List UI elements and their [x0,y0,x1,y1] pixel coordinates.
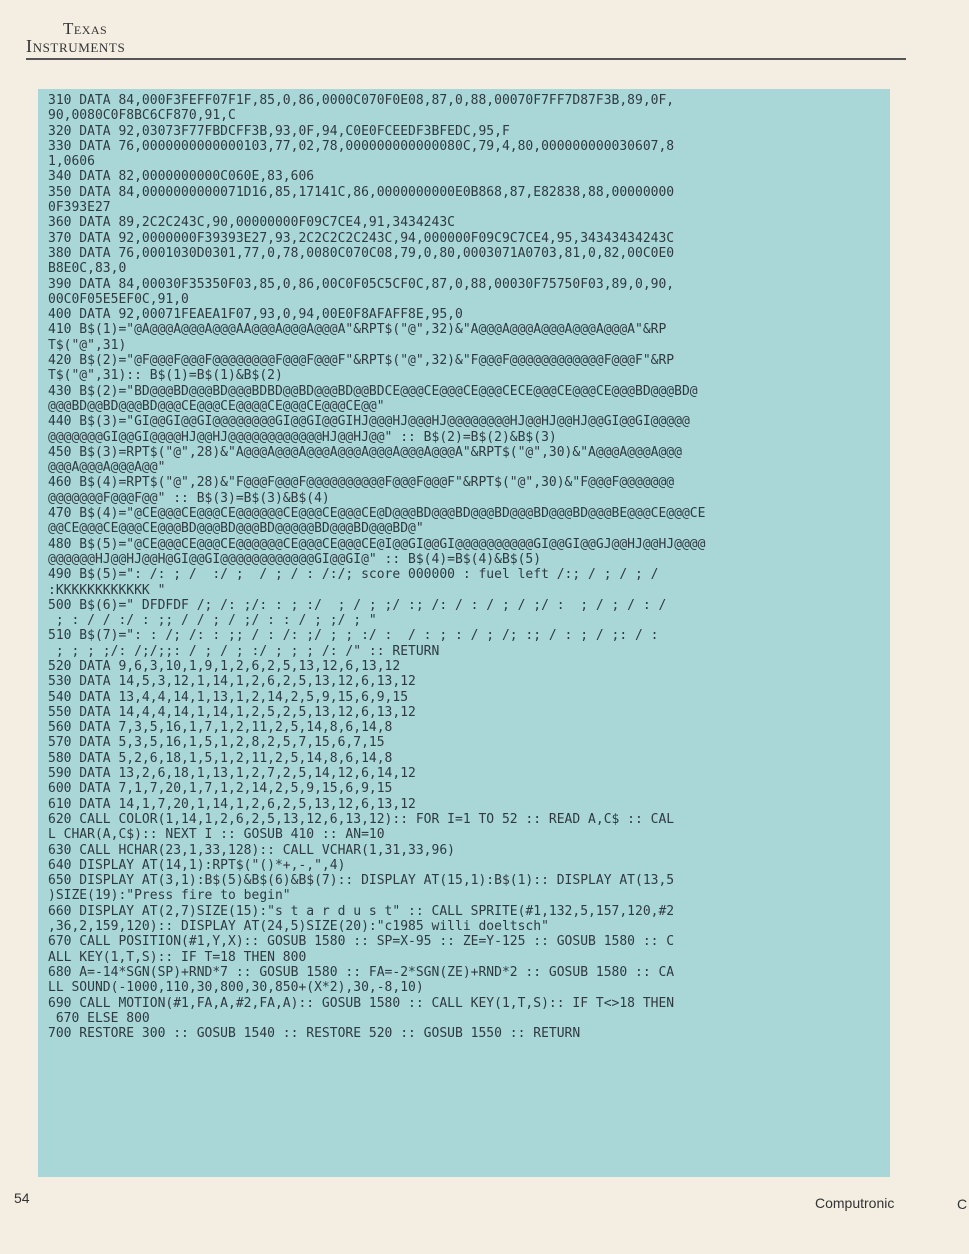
brand-line-2: Instruments [26,36,126,56]
code-line: 680 A=-14*SGN(SP)+RND*7 :: GOSUB 1580 :: FA=-2*SGN(ZE)+RND*2 :: GOSUB 1580 :: CA [48,964,675,980]
code-line: 580 DATA 5,2,6,18,1,5,1,2,11,2,5,14,8,6,14,8 [48,750,393,766]
code-line: 350 DATA 84,0000000000071D16,85,17141C,86,0000000000E0B868,87,E82838,88,00000000 [48,184,675,200]
code-line: @@@@@@HJ@@HJ@@H@GI@@GI@@@@@@@@@@@@GI@@GI@" :: B$(4)=B$(4)&B$(5) [48,551,542,567]
code-line: @@@@@@@GI@@GI@@@@HJ@@HJ@@@@@@@@@@@@HJ@@HJ@@" :: B$(2)=B$(2)&B$(3) [48,429,557,445]
code-line: 660 DISPLAY AT(2,7)SIZE(15):"s t a r d u s t" :: CALL SPRITE(#1,132,5,157,120,#2 [48,903,675,919]
code-line: B8E0C,83,0 [48,261,127,277]
code-line: @@@A@@@A@@@A@@" [48,460,166,476]
code-line: 440 B$(3)="GI@@GI@@GI@@@@@@@@GI@@GI@@GIHJ@@@HJ@@@HJ@@@@@@@@HJ@@HJ@@HJ@@GI@@GI@@@@@ [48,414,690,430]
code-line: 520 DATA 9,6,3,10,1,9,1,2,6,2,5,13,12,6,13,12 [48,658,401,674]
code-line: 500 B$(6)=" DFDFDF /; /: ;/: : ; :/ ; / ; ;/ :; /: / : / ; / ;/ : ; / ; / : / [48,597,667,613]
code-line: 560 DATA 7,3,5,16,1,7,1,2,11,2,5,14,8,6,14,8 [48,720,393,736]
code-line: 460 B$(4)=RPT$("@",28)&"F@@@F@@@F@@@@@@@@@@F@@@F@@@F"&RPT$("@",30)&"F@@@F@@@@@@@ [48,475,675,491]
code-line: @@@BD@@BD@@@BD@@@CE@@@CE@@@@CE@@@CE@@@CE@@" [48,398,385,414]
code-line: 0F393E27 [48,200,111,216]
code-line: 510 B$(7)=": : /; /: : ;; / : /: ;/ ; ; :/ : / : ; : / ; /; :; / : ; / ;: / : [48,628,659,644]
code-line: ,36,2,159,120):: DISPLAY AT(24,5)SIZE(20):"c1985 willi doeltsch" [48,919,549,935]
code-line: 390 DATA 84,00030F35350F03,85,0,86,00C0F05C5CF0C,87,0,88,00030F75750F03,89,0,90, [48,276,675,292]
publisher-name: Computronic [815,1195,895,1211]
code-line: 610 DATA 14,1,7,20,1,14,1,2,6,2,5,13,12,6,13,12 [48,796,416,812]
header-rule [26,58,906,60]
code-line: @@@@@@@F@@@F@@" :: B$(3)=B$(3)&B$(4) [48,490,330,506]
brand-logo [26,20,125,55]
code-line: 650 DISPLAY AT(3,1):B$(5)&B$(6)&B$(7):: DISPLAY AT(15,1):B$(1):: DISPLAY AT(13,5 [48,873,675,889]
code-line: 470 B$(4)="@CE@@@CE@@@CE@@@@@@CE@@@CE@@@CE@D@@@BD@@@BD@@@BD@@@BD@@@BD@@@BE@@@CE@@@CE [48,506,706,522]
page-number: 54 [14,1190,30,1206]
code-line: 00C0F05E5EF0C,91,0 [48,291,189,307]
code-line: 320 DATA 92,03073F77FBDCFF3B,93,0F,94,C0E0FCEEDF3BFEDC,95,F [48,123,510,139]
code-line: 540 DATA 13,4,4,14,1,13,1,2,14,2,5,9,15,6,9,15 [48,689,409,705]
code-line: 690 CALL MOTION(#1,FA,A,#2,FA,A):: GOSUB 1580 :: CALL KEY(1,T,S):: IF T<>18 THEN [48,995,675,1011]
code-line: @@CE@@@CE@@@CE@@@BD@@@BD@@@BD@@@@@BD@@@BD@@@BD@" [48,521,424,537]
code-line: 370 DATA 92,0000000F39393E27,93,2C2C2C2C243C,94,000000F09C9C7CE4,95,34343434243C [48,230,675,246]
code-line: T$("@",31):: B$(1)=B$(1)&B$(2) [48,368,283,384]
code-line: 340 DATA 82,0000000000C060E,83,606 [48,169,315,185]
code-line: )SIZE(19):"Press fire to begin" [48,888,291,904]
code-line: ; : / / :/ : ;; / / ; / ;/ : : / ; ;/ ; " [48,613,377,629]
code-line: 330 DATA 76,0000000000000103,77,02,78,000000000000080C,79,4,80,000000000030607,8 [48,138,675,154]
code-line: LL SOUND(-1000,110,30,800,30,850+(X*2),30,-8,10) [48,980,424,996]
code-lines [48,93,884,1041]
code-line: 420 B$(2)="@F@@@F@@@F@@@@@@@@F@@@F@@@F"&RPT$("@",32)&"F@@@F@@@@@@@@@@@@F@@@F"&RP [48,353,675,369]
code-line: 700 RESTORE 300 :: GOSUB 1540 :: RESTORE 520 :: GOSUB 1550 :: RETURN [48,1026,581,1042]
code-line: 600 DATA 7,1,7,20,1,7,1,2,14,2,5,9,15,6,9,15 [48,781,393,797]
code-line: 530 DATA 14,5,3,12,1,14,1,2,6,2,5,13,12,6,13,12 [48,674,416,690]
code-line: 1,0606 [48,154,95,170]
code-line: ALL KEY(1,T,S):: IF T=18 THEN 800 [48,949,307,965]
code-line: 670 CALL POSITION(#1,Y,X):: GOSUB 1580 :: SP=X-95 :: ZE=Y-125 :: GOSUB 1580 :: C [48,934,675,950]
code-listing [38,89,890,1177]
code-line: 490 B$(5)=": /: ; / :/ ; / ; / : /:/; score 000000 : fuel left /:; / ; / ; / [48,567,659,583]
code-line: 590 DATA 13,2,6,18,1,13,1,2,7,2,5,14,12,6,14,12 [48,766,416,782]
brand-line-1: Texas [63,19,108,38]
code-line: 360 DATA 89,2C2C243C,90,00000000F09C7CE4,91,3434243C [48,215,455,231]
code-line: 400 DATA 92,00071FEAEA1F07,93,0,94,00E0F8AFAFF8E,95,0 [48,307,463,323]
code-line: 570 DATA 5,3,5,16,1,5,1,2,8,2,5,7,15,6,7,15 [48,735,385,751]
edge-mark: C [957,1196,968,1212]
code-line: 430 B$(2)="BD@@@BD@@@BD@@@BDBD@@BD@@@BD@@BDCE@@@CE@@@CE@@@CECE@@@CE@@@CE@@@BD@@@BD@ [48,383,698,399]
code-line: 670 ELSE 800 [48,1010,150,1026]
code-line: 380 DATA 76,0001030D0301,77,0,78,0080C070C08,79,0,80,0003071A0703,81,0,82,00C0E0 [48,245,675,261]
code-line: 640 DISPLAY AT(14,1):RPT$("()*+,-,",4) [48,857,346,873]
code-line: ; ; ; ;/: /;/;;: / ; / ; :/ ; ; ; /: /" :: RETURN [48,643,440,659]
code-line: 410 B$(1)="@A@@@A@@@A@@@AA@@@A@@@A@@@A"&RPT$("@",32)&"A@@@A@@@A@@@A@@@A@@@A"&RP [48,322,667,338]
code-line: T$("@",31) [48,337,127,353]
code-line: 630 CALL HCHAR(23,1,33,128):: CALL VCHAR(1,31,33,96) [48,842,455,858]
code-line: 480 B$(5)="@CE@@@CE@@@CE@@@@@@CE@@@CE@@@CE@I@@GI@@GI@@@@@@@@@@GI@@GI@@GJ@@HJ@@HJ@@@@ [48,536,706,552]
code-line: 620 CALL COLOR(1,14,1,2,6,2,5,13,12,6,13,12):: FOR I=1 TO 52 :: READ A,C$ :: CAL [48,811,675,827]
code-line: 450 B$(3)=RPT$("@",28)&"A@@@A@@@A@@@A@@@A@@@A@@@A@@@A"&RPT$("@",30)&"A@@@A@@@A@@@ [48,444,682,460]
code-line: 310 DATA 84,000F3FEFF07F1F,85,0,86,0000C070F0E08,87,0,88,00070F7FF7D87F3B,89,0F, [48,93,675,108]
code-line: L CHAR(A,C$):: NEXT I :: GOSUB 410 :: AN=10 [48,827,385,843]
code-line: :KKKKKKKKKKKK " [48,582,166,598]
code-line: 90,0080C0F8BC6CF870,91,C [48,108,236,124]
code-line: 550 DATA 14,4,4,14,1,14,1,2,5,2,5,13,12,6,13,12 [48,704,416,720]
